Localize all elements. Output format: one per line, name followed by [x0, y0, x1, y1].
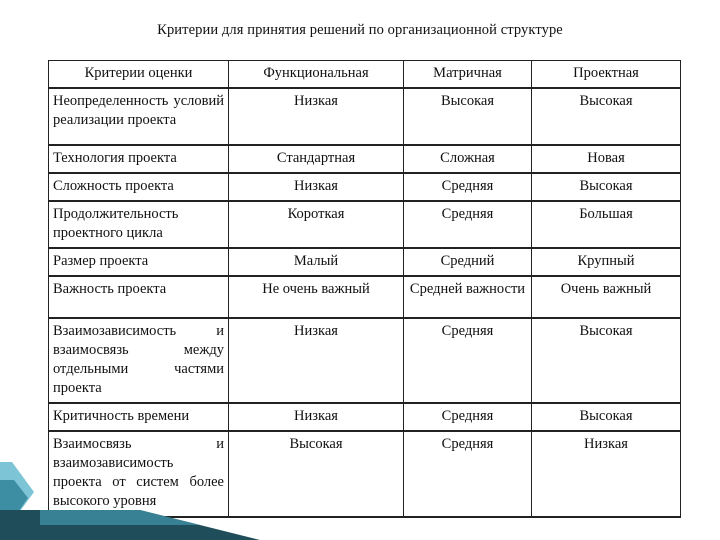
cell-project: Высокая [532, 318, 681, 403]
cell-criterion: Критичность времени [49, 403, 229, 431]
decor-base-highlight [40, 510, 200, 525]
cell-project: Очень важный [532, 276, 681, 318]
table-row [49, 88, 681, 145]
cell-matrix: Сложная [404, 145, 532, 173]
cell-functional: Низкая [229, 173, 404, 201]
cell-matrix: Средняя [404, 318, 532, 403]
cell-project: Высокая [532, 403, 681, 431]
cell-matrix: Средняя [404, 431, 532, 517]
cell-project: Большая [532, 201, 681, 248]
cell-criterion: Размер проекта [49, 248, 229, 276]
table-row [49, 173, 681, 201]
header-project: Проектная [532, 61, 681, 89]
cell-project: Новая [532, 145, 681, 173]
cell-criterion: Продолжительность проектного цикла [49, 201, 229, 248]
cell-criterion: Взаимосвязь и взаимозависимость проекта от систем более высокого уровня [49, 431, 229, 517]
cell-project: Высокая [532, 88, 681, 145]
cell-matrix: Средняя [404, 173, 532, 201]
cell-criterion: Важность проекта [49, 276, 229, 318]
cell-criterion: Технология проекта [49, 145, 229, 173]
cell-project: Высокая [532, 173, 681, 201]
cell-functional: Малый [229, 248, 404, 276]
table-row [49, 276, 681, 318]
header-functional: Функциональная [229, 61, 404, 89]
cell-project: Крупный [532, 248, 681, 276]
cell-project: Низкая [532, 431, 681, 517]
table-row [49, 145, 681, 173]
cell-matrix: Высокая [404, 88, 532, 145]
cell-functional: Не очень важный [229, 276, 404, 318]
cell-matrix: Средняя [404, 403, 532, 431]
cell-criterion: Сложность проекта [49, 173, 229, 201]
header-criteria: Критерии оценки [49, 61, 229, 89]
cell-criterion: Неопределенность условий реализации проекта [49, 88, 229, 145]
cell-functional: Короткая [229, 201, 404, 248]
table-row [49, 403, 681, 431]
cell-functional: Низкая [229, 318, 404, 403]
slide-title: Критерии для принятия решений по организационной структуре [157, 22, 563, 38]
table-header-row [49, 61, 681, 89]
cell-matrix: Средняя [404, 201, 532, 248]
cell-matrix: Средней важности [404, 276, 532, 318]
cell-matrix: Средний [404, 248, 532, 276]
table-row [49, 318, 681, 403]
cell-functional: Стандартная [229, 145, 404, 173]
table-row [49, 248, 681, 276]
cell-criterion: Взаимозависимость и взаимосвязь между отдельными частями проекта [49, 318, 229, 403]
cell-functional: Низкая [229, 88, 404, 145]
decorative-corner-shapes [0, 440, 720, 540]
header-matrix: Матричная [404, 61, 532, 89]
cell-functional: Высокая [229, 431, 404, 517]
cell-functional: Низкая [229, 403, 404, 431]
table-row [49, 201, 681, 248]
